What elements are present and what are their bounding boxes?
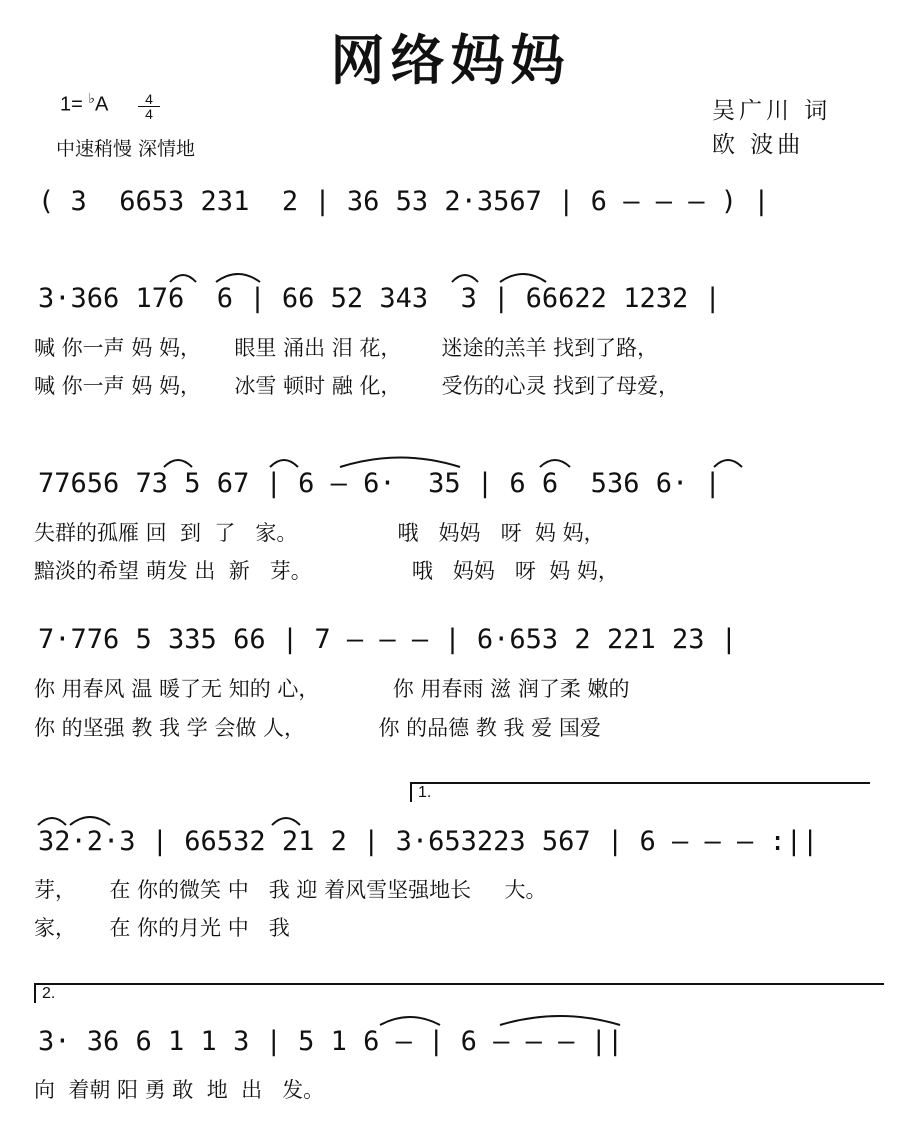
slur — [380, 1017, 440, 1025]
slur — [70, 817, 110, 825]
slur — [452, 275, 478, 282]
volta-label: 2. — [42, 985, 56, 1002]
slur — [714, 460, 742, 467]
time-top: 4 — [145, 91, 153, 107]
notes-text: 3· 36 6 1 1 3 | 5 1 6 – | 6 – – – || — [38, 1026, 624, 1057]
slur — [38, 818, 66, 825]
composer: 欧 波曲 — [712, 132, 805, 158]
slur — [340, 458, 460, 468]
song-title: 网络妈妈 — [330, 29, 571, 92]
slur — [170, 275, 196, 282]
slur — [540, 460, 570, 467]
notes-text: ( 3 6653 231 2 | 36 53 2·3567 | 6 – – – ) | — [38, 186, 770, 217]
tempo-marking: 中速稍慢 深情地 — [56, 138, 196, 160]
flat-sign: ♭ — [88, 90, 95, 106]
slur — [500, 1016, 620, 1025]
slur — [500, 274, 546, 282]
slur — [164, 460, 192, 467]
notes-text: 3·366 176 6 | 66 52 343 3 | 66622 1232 | — [38, 283, 721, 314]
slur — [216, 274, 260, 282]
notes-text: 32·2·3 | 66532 21 2 | 3·653223 567 | 6 – – – :|| — [38, 826, 819, 857]
volta-label: 1. — [418, 784, 432, 801]
slur — [270, 460, 298, 467]
notes-text: 7·776 5 335 66 | 7 – – – | 6·653 2 221 23 | — [38, 624, 737, 655]
key-signature: 1= ♭A — [60, 90, 109, 116]
lyricist: 吴广川 词 — [712, 98, 832, 124]
slur — [272, 818, 300, 825]
time-bottom: 4 — [138, 106, 160, 121]
notes-text: 77656 73 5 67 | 6 – 6· 35 | 6 6 536 6· | — [38, 468, 721, 499]
